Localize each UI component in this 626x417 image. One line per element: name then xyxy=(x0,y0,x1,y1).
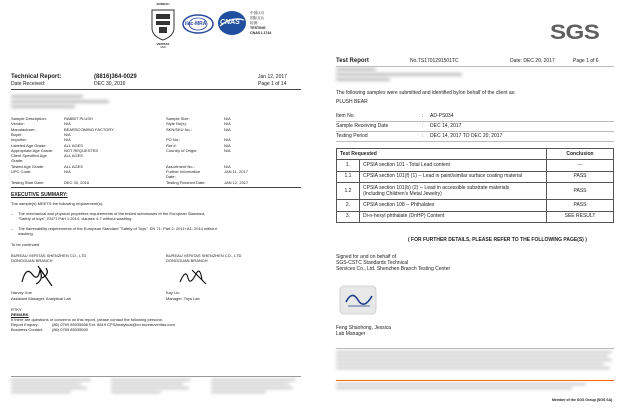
details-divider xyxy=(11,187,301,188)
signed-line-1: Signed for and on behalf of xyxy=(336,254,397,260)
executive-summary-title: EXECUTIVE SUMMARY: xyxy=(11,192,68,198)
detail-value: N/A xyxy=(224,137,231,143)
signatory-1-title: Assistant Manager, Analytical Lab xyxy=(11,296,71,301)
summary-item-2-line-1: The flammability requirements of the European Standard "Safety of Toys", EN 71: Part 2: 2011+A1: 2014 without xyxy=(18,226,217,231)
row-result: SEE RESULT xyxy=(547,211,614,222)
ilac-mra-logo xyxy=(182,14,214,34)
field-divider xyxy=(336,141,614,142)
row-test: CPSIA section 108 -- Phthalates xyxy=(360,200,547,211)
footer-fine-print xyxy=(336,351,612,371)
signatory-title: Lab Manager xyxy=(336,331,366,337)
row-number: 1.1 xyxy=(337,171,360,182)
detail-value: N/A xyxy=(64,121,71,127)
page-number: Page 1 of 14 xyxy=(258,81,287,87)
report-date: Jan 12, 2017 xyxy=(258,74,287,80)
submitted-samples-text: The following samples were submitted and identified by/on behalf of the client as: xyxy=(336,90,516,96)
table-row xyxy=(337,183,614,200)
accreditation-en-line2: CNAS L1744 xyxy=(250,31,272,35)
row-result: --- xyxy=(547,160,614,171)
detail-value: N/A xyxy=(64,131,71,137)
field-divider xyxy=(336,131,614,132)
detail-label: Labeled Age Grade: xyxy=(11,142,47,148)
detail-value: BEARSCOMING FACTORY xyxy=(64,126,114,132)
detail-label: Style No(s): xyxy=(166,121,187,127)
detail-value: ALL AGES xyxy=(64,163,83,169)
item-no-value: AD-PS034 xyxy=(430,113,454,119)
table-row xyxy=(337,160,614,171)
detail-value: N/A xyxy=(224,147,231,153)
bullet-icon: – xyxy=(11,226,14,231)
to-be-continued: To be continued xyxy=(11,242,40,247)
detail-label: Importer: xyxy=(11,137,28,143)
row-result: PASS xyxy=(547,171,614,182)
bv-logo-bottom-text: VERITAS xyxy=(156,42,170,46)
accreditation-cn-line3: 检测 xyxy=(250,21,258,25)
row-number: 3. xyxy=(337,211,360,222)
date-received-value: DEC 30, 2016 xyxy=(94,81,126,87)
redacted-applicant-line xyxy=(336,73,462,76)
detail-value: N/A xyxy=(224,126,231,132)
row-number: 1. xyxy=(337,160,360,171)
colon: : xyxy=(422,133,424,139)
detail-value: ALL AGES xyxy=(64,142,83,148)
row-test: CPSIA section 101 - Total Lead content xyxy=(360,160,547,171)
detail-label: Sample Size: xyxy=(166,116,190,121)
detail-label: Manufacturer: xyxy=(11,126,36,132)
footer-divider xyxy=(11,376,301,377)
accreditation-en-line1: TESTING xyxy=(250,26,266,30)
signatory-2-name: Kay Liu xyxy=(166,290,180,295)
sample-receiving-date-value: DEC 14, 2017 xyxy=(430,123,462,129)
row-number: 1.2 xyxy=(337,183,360,200)
detail-label: Ref #: xyxy=(166,142,177,148)
row-test: Di-n-hexyl phthalate (DnHP) Content xyxy=(360,211,547,222)
signatory-1-name: Harvey Xue xyxy=(11,290,32,295)
detail-label: UPC Code: xyxy=(11,169,32,174)
accreditation-cn-line2: 国际互认 xyxy=(250,16,265,20)
detail-value: N/A xyxy=(64,137,71,143)
remark-enquiry-value: (86) 0769 85935656 Ext. 8819 CPSAnalytical@cn.bureauveritas.com xyxy=(52,322,175,327)
row-number: 2. xyxy=(337,200,360,211)
sgs-group-member: Member of the SGS Group (SGS SA) xyxy=(552,398,613,402)
technical-report-label: Technical Report: xyxy=(11,74,62,80)
lab-2-line-2: DONGGUAN BRANCH xyxy=(166,258,208,263)
detail-label: Client Specified Age xyxy=(11,153,47,159)
sample-receiving-date-label: Sample Receiving Date xyxy=(336,123,389,129)
product-name: PLUSH BEAR xyxy=(336,99,368,105)
lab-1-line-1: BUREAU VERITAS SHENZHEN CO., LTD xyxy=(11,253,87,258)
detail-label: Further Information xyxy=(166,169,201,174)
detail-label: Date: xyxy=(166,174,176,180)
footer-divider xyxy=(336,348,614,349)
detail-label: Country of Origin: xyxy=(166,147,198,153)
detail-label: Tested Age Grade: xyxy=(11,163,45,169)
item-no-label: Item No. xyxy=(336,113,355,119)
footer-orange-rule xyxy=(336,380,614,381)
field-divider xyxy=(336,121,614,122)
lab-2-line-1: BUREAU VERITAS SHENZHEN CO., LTD xyxy=(166,253,242,258)
redacted-client-line xyxy=(11,100,109,103)
detail-label: SKN/SKU No.: xyxy=(166,126,193,132)
header-divider xyxy=(11,89,301,90)
table-header-test-requested: Test Requested xyxy=(337,149,547,160)
row-test: CPSIA section 101(b) (2) -- Lead in accessible substrate materials (Including Children's Metal Jewelry) xyxy=(360,183,547,200)
sgs-logo xyxy=(550,22,614,44)
detail-value: DEC 30, 2016 xyxy=(64,179,90,185)
test-report-date: Date: DEC 20, 2017 xyxy=(510,58,555,64)
detail-label: Testing Start Date: xyxy=(11,179,44,185)
testing-period-value: DEC 14, 2017 TO DEC 20, 2017 xyxy=(430,133,503,139)
table-header-conclusion: Conclusion xyxy=(547,149,614,160)
redacted-applicant-line xyxy=(336,78,390,81)
summary-item-2-line-2: washing xyxy=(18,231,33,236)
executive-summary-intro: The sample(s) MEETS the following requirement(s): xyxy=(11,201,104,206)
lab-1-line-2: DONGGUAN BRANCH xyxy=(11,258,53,263)
detail-value: JAN 11, 2017 xyxy=(224,169,248,174)
bv-logo-top-text: BUREAU xyxy=(156,2,170,6)
detail-label: Appropriate Age Grade: xyxy=(11,147,54,153)
detail-value: N/A xyxy=(224,163,231,169)
detail-value: N/A xyxy=(224,121,231,127)
cnas-text: CNAS xyxy=(220,19,240,26)
technical-report-number: (8816)364-0029 xyxy=(94,74,137,80)
signatory-2-title: Manager, Toys Lab xyxy=(166,296,200,301)
colon: : xyxy=(422,113,424,119)
redacted-client-line xyxy=(11,105,75,108)
row-result: PASS xyxy=(547,183,614,200)
detail-value: N/A xyxy=(64,169,71,174)
cnas-logo xyxy=(217,10,247,36)
sgs-test-report-page xyxy=(320,0,620,410)
redacted-applicant-line xyxy=(336,68,376,71)
colon: : xyxy=(422,123,424,129)
ilac-mra-text: ilac-MRA xyxy=(185,21,207,27)
footer-fine-print xyxy=(211,379,296,395)
detail-label: Vendor: xyxy=(11,121,25,127)
summary-item-1-line-2: "Safety of toys", EN71 Part 1:2014, clauses 4-7 without washing xyxy=(18,216,132,221)
detail-label: Buyer: xyxy=(11,131,23,137)
date-received-label: Date Received: xyxy=(11,81,46,87)
footer-address xyxy=(336,383,586,391)
accreditation-cn-line1: 中国认可 xyxy=(250,11,265,15)
detail-value: NOT REQUESTED xyxy=(64,147,99,153)
detail-label: Grade: xyxy=(11,158,24,164)
table-row xyxy=(337,200,614,211)
footer-fine-print xyxy=(111,379,191,395)
sgs-logo-text: SGS xyxy=(550,21,600,44)
redacted-client-line xyxy=(11,95,83,98)
remark-line-1: If there are questions or concerns on this report, please contact the following persons: xyxy=(11,317,163,322)
bullet-icon: – xyxy=(11,211,14,216)
remark-code: RTKY xyxy=(11,307,22,312)
detail-value: N/A xyxy=(224,142,231,148)
signature-kay-liu xyxy=(176,264,212,288)
signatory-name: Feng Shaohong, Jessica xyxy=(336,325,392,331)
detail-value: JAN 12, 2017 xyxy=(224,179,249,185)
test-results-table xyxy=(336,148,614,223)
header-divider xyxy=(336,66,614,67)
sgs-stamp xyxy=(338,282,380,318)
remark-business-value: (86) 0769 85935500 xyxy=(52,327,89,332)
test-report-page: Page 1 of 6 xyxy=(573,58,599,64)
bureau-veritas-logo xyxy=(150,2,176,49)
bv-logo-year: 1828 xyxy=(160,46,166,49)
detail-value: ALL AGES xyxy=(64,153,83,159)
remark-enquiry-label: Report Enquiry: xyxy=(11,322,39,327)
signature-harvey-xue xyxy=(18,262,58,288)
row-result: PASS xyxy=(547,200,614,211)
signed-line-3: Services Co., Ltd. Shenzhen Branch Testing Center xyxy=(336,266,451,272)
further-details-note: ( FOR FURTHER DETAILS, PLEASE REFER TO THE FOLLOWING PAGE(S) ) xyxy=(408,237,587,243)
test-report-label: Test Report xyxy=(336,58,369,64)
test-report-number: No.TS1701291501TC xyxy=(410,58,459,64)
table-header-row xyxy=(337,149,614,160)
detail-label: Assortment No.: xyxy=(166,163,195,169)
remark-title: REMARK xyxy=(11,312,29,317)
row-test: CPSIA section 101(f) (1) -- Lead in paint/similar surface coating material xyxy=(360,171,547,182)
footer-fine-print xyxy=(11,379,91,395)
detail-label: PO No.: xyxy=(166,137,181,143)
detail-label: Sample Description: xyxy=(11,116,47,121)
detail-label: Testing Finished Date: xyxy=(166,179,206,185)
remark-business-label: Business Contact: xyxy=(11,327,44,332)
detail-value: N/A xyxy=(224,116,231,121)
bureau-veritas-report-page xyxy=(6,0,306,410)
table-row xyxy=(337,171,614,182)
signed-line-2: SGS-CSTC Standards Technical xyxy=(336,260,409,266)
detail-value: RABBIT PLUSH xyxy=(64,116,93,121)
table-row xyxy=(337,211,614,222)
summary-item-1-line-1: The mechanical and physical properties requirements of the tested subclauses of the European Standard, xyxy=(18,211,206,216)
testing-period-label: Testing Period xyxy=(336,133,368,139)
